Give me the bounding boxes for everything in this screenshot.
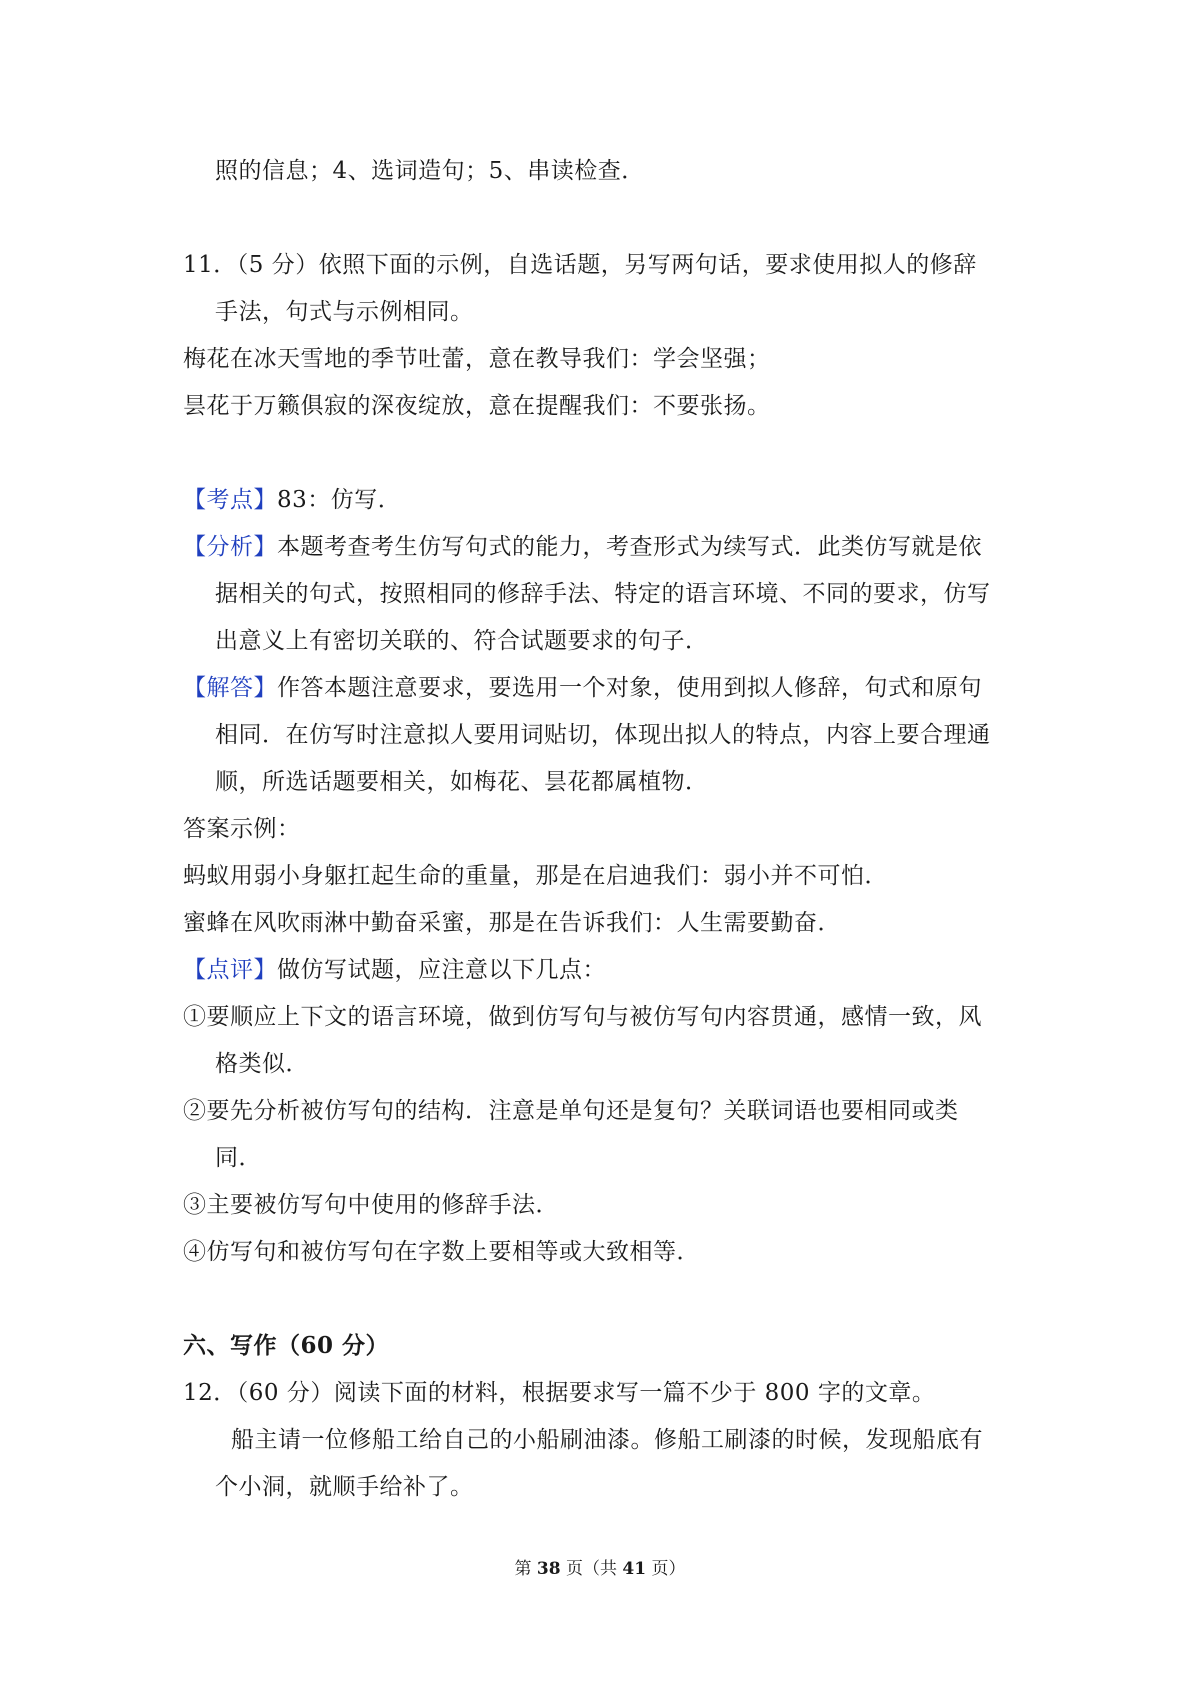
fenxi-line2: 据相关的句式，按照相同的修辞手法、特定的语言环境、不同的要求，仿写	[215, 581, 991, 607]
point-2-line1: ②要先分析被仿写句的结构．注意是单句还是复句？关联词语也要相同或类	[183, 1098, 959, 1124]
kaodian-text: 83：仿写．	[277, 487, 402, 513]
page-footer	[0, 1557, 1200, 1581]
fenxi-label: 【分析】	[183, 534, 277, 560]
jieda-label: 【解答】	[183, 675, 277, 701]
point-1-line2: 格类似．	[215, 1051, 309, 1077]
question-11-line2: 手法，句式与示例相同。	[215, 299, 474, 325]
fenxi-row	[183, 532, 982, 562]
jieda-line1: 作答本题注意要求，要选用一个对象，使用到拟人修辞，句式和原句	[277, 675, 982, 701]
example-sentence-2: 昙花于万籁俱寂的深夜绽放，意在提醒我们：不要张扬。	[183, 393, 771, 419]
question-12-line2: 船主请一位修船工给自己的小船刷油漆。修船工刷漆的时候，发现船底有	[231, 1427, 983, 1453]
dianping-text: 做仿写试题，应注意以下几点：	[277, 957, 606, 983]
question-11-line1: 11．（5 分）依照下面的示例，自选话题，另写两句话，要求使用拟人的修辞	[183, 252, 977, 278]
answer-heading: 答案示例：	[183, 816, 301, 842]
dianping-label: 【点评】	[183, 957, 277, 983]
footer-suffix: 页）	[646, 1559, 686, 1579]
kaodian-row	[183, 485, 401, 515]
question-12-line3: 个小洞，就顺手给补了。	[215, 1474, 474, 1500]
jieda-line2: 相同．在仿写时注意拟人要用词贴切，体现出拟人的特点，内容上要合理通	[215, 722, 991, 748]
footer-prefix: 第	[514, 1559, 537, 1579]
answer-sentence-2: 蜜蜂在风吹雨淋中勤奋采蜜，那是在告诉我们：人生需要勤奋．	[183, 910, 841, 936]
fenxi-line3: 出意义上有密切关联的、符合试题要求的句子．	[215, 628, 709, 654]
jieda-line3: 顺，所选话题要相关，如梅花、昙花都属植物．	[215, 769, 709, 795]
point-2-line2: 同．	[215, 1145, 262, 1171]
section-6-heading: 六、写作（60 分）	[183, 1332, 390, 1359]
dianping-row	[183, 955, 606, 985]
kaodian-label: 【考点】	[183, 487, 277, 513]
point-3: ③主要被仿写句中使用的修辞手法．	[183, 1192, 559, 1218]
footer-page-number: 38	[536, 1559, 561, 1579]
point-4: ④仿写句和被仿写句在字数上要相等或大致相等．	[183, 1239, 700, 1265]
fenxi-line1: 本题考查考生仿写句式的能力，考查形式为续写式．此类仿写就是依	[277, 534, 982, 560]
jieda-row	[183, 673, 982, 703]
footer-middle: 页（共	[560, 1559, 623, 1579]
continuation-text: 照的信息；4、选词造句；5、串读检查．	[215, 158, 645, 184]
point-1-line1: ①要顺应上下文的语言环境，做到仿写句与被仿写句内容贯通，感情一致，风	[183, 1004, 982, 1030]
answer-sentence-1: 蚂蚁用弱小身躯扛起生命的重量，那是在启迪我们：弱小并不可怕．	[183, 863, 888, 889]
question-12-line1: 12．（60 分）阅读下面的材料，根据要求写一篇不少于 800 字的文章。	[183, 1380, 936, 1406]
footer-total-pages: 41	[622, 1559, 647, 1579]
example-sentence-1: 梅花在冰天雪地的季节吐蕾，意在教导我们：学会坚强；	[183, 346, 771, 372]
